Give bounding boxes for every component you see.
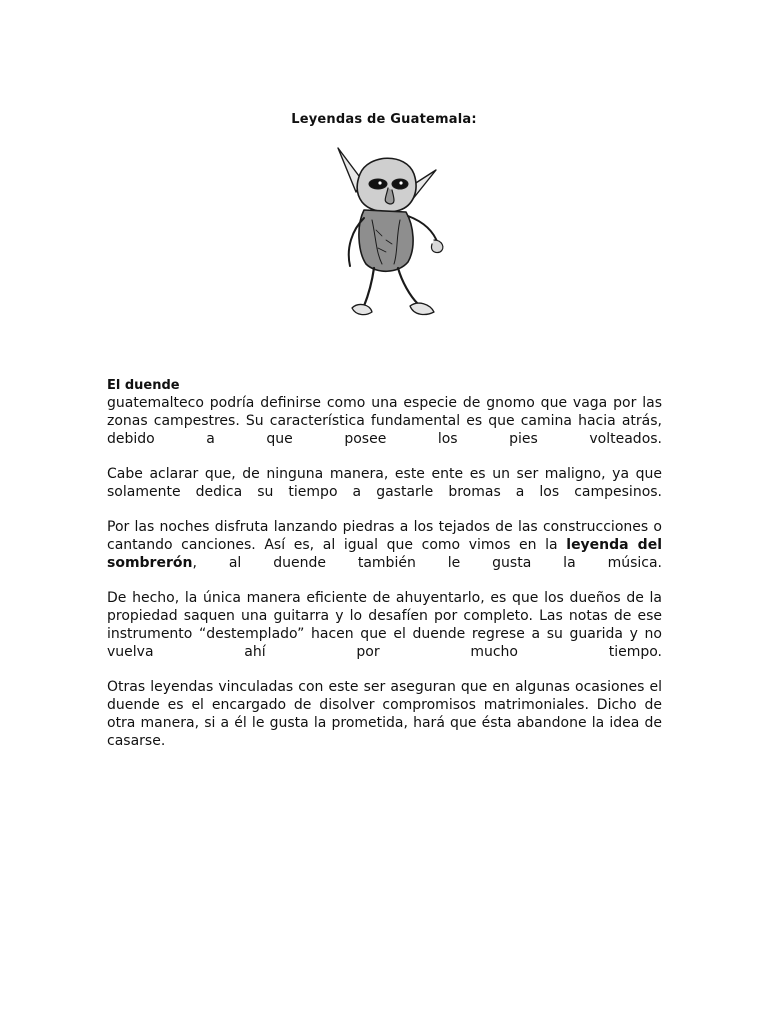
paragraph-4	[107, 589, 662, 661]
legend-link-text: leyenda del sombrerón	[107, 537, 662, 571]
paragraph-4-text: De hecho, la única manera eficiente de ahuyentarlo, es que los dueños de la propiedad saquen una guitarra y lo desafíen por completo. Las notas de ese instrumento “destemplado” hacen que el duende regrese a su guarida y no vuelva ahí por mucho tiempo.	[107, 590, 662, 660]
goblin-illustration	[316, 140, 458, 326]
paragraph-3-text-before: Por las noches disfruta lanzando piedras a los tejados de las construcciones o cantando canciones. Así es, al igual que como vimos en la	[107, 519, 662, 553]
document-title: Leyendas de Guatemala:	[291, 112, 477, 127]
paragraph-1-text: guatemalteco podría definirse como una especie de gnomo que vaga por las zonas campestres. Su característica fundamental es que camina hacia atrás, debido a que posee los pies volteados.	[107, 395, 662, 447]
paragraph-3-text-after: , al duende también le gusta la música.	[192, 555, 662, 571]
paragraph-1	[107, 394, 662, 448]
paragraph-2-text: Cabe aclarar que, de ninguna manera, este ente es un ser maligno, ya que solamente dedica su tiempo a gastarle bromas a los campesinos.	[107, 466, 662, 500]
paragraph-5-text: Otras leyendas vinculadas con este ser aseguran que en algunas ocasiones el duende es el encargado de disolver compromisos matrimoniales. Dicho de otra manera, si a él le gusta la prometida, hará que ésta abandone la idea de casarse.	[107, 679, 662, 749]
paragraph-5	[107, 678, 662, 750]
legend-section	[107, 378, 662, 767]
paragraph-2	[107, 465, 662, 501]
section-heading: El duende	[107, 378, 180, 393]
paragraph-3	[107, 518, 662, 572]
